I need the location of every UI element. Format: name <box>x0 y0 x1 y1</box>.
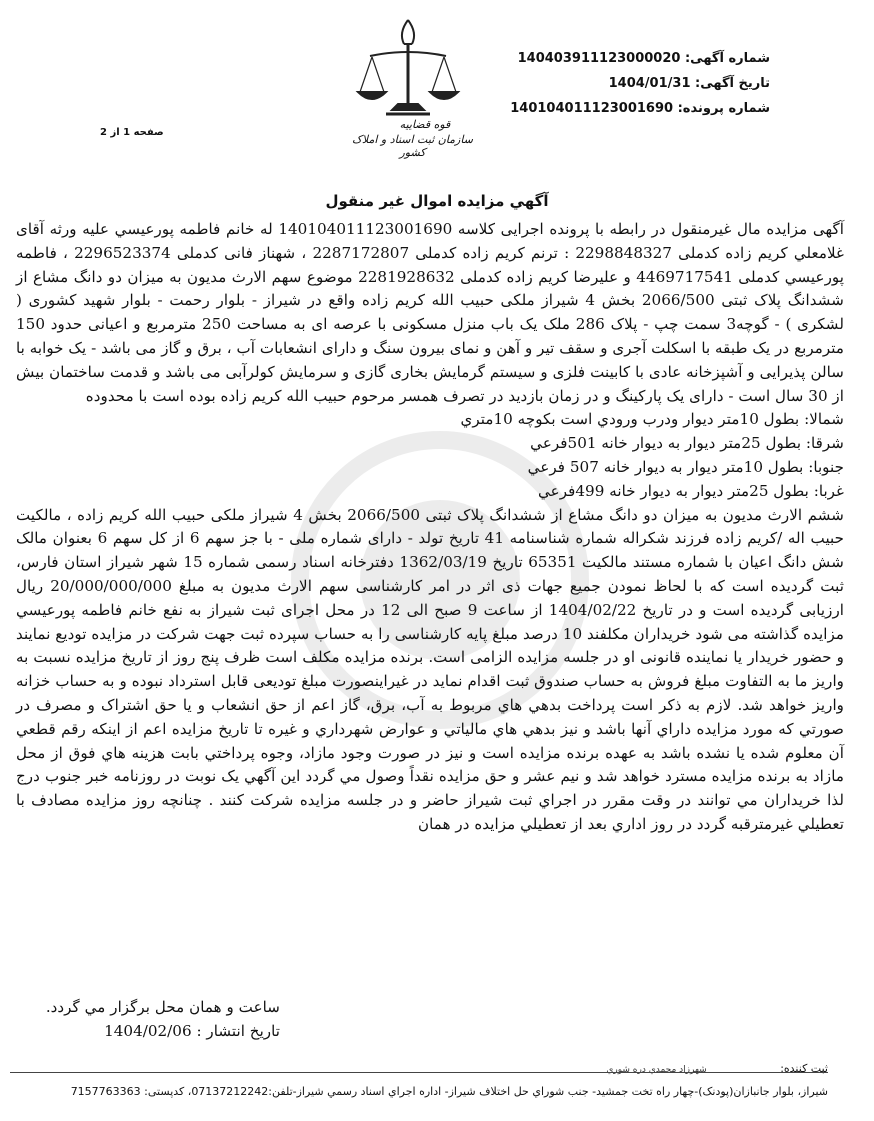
notice-number-row <box>440 46 770 71</box>
notice-number-label: شماره آگهی: <box>684 51 770 66</box>
logo-caption-organization: سازمان ثبت اسناد و املاک کشور <box>352 133 473 159</box>
boundary-east: شرقا: بطول 25متر ديوار به ديوار خانه 501فرعي <box>530 434 844 453</box>
notice-intro-paragraph: آگهی مزایده مال غیرمنقول در رابطه با پرونده اجرایی کلاسه 140104011123001690 له خانم فاطمه پورعیسي علیه ورثه آقای غلامعلي کریم زاده کدملی 2298848327 : ترنم کریم زاده کدملی 2287172807 ، شهناز فانی کدملی 2296523374 ، فاطمه پورعیسي کدملی 4469717541 و علیرضا کریم زاده کدملی 2281928632 موضوع سهم الارث مدیون به میزان دو دانگ مشاع از ششدانگ پلاک ثبتی 2066/500 بخش 4 شیراز ملکی حبیب الله کریم زاده واقع در شیراز - بلوار رحمت - بلوار شهید کشوری ( لشکری ) - گوچه3 سمت چپ - پلاک 286 ملک یک باب منزل مسکونی با عرصه ای به مساحت 250 مترمربع و اعیانی حدود 150 مترمربع در یک طبقه با اسکلت آجری و سقف تیر و آهن و نمای بیرون سنگ و دارای انشعابات آب ، برق و گاز می باشد - یک خوابه با سالن پذیرایی و آشپزخانه عادی با کابینت فلزی و سیستم گرمایش بخاری گازی و سرمایش کولرآبی می باشد و قدمت ساختمان بیش از 30 سال است - دارای یک پارکینگ و در زمان بازدید در تصرف همسر مرحوم حبیب الله کریم زاده بوده است با محدوده <box>16 220 844 405</box>
registrar-label: ثبت کننده: <box>780 1062 828 1075</box>
notice-metadata <box>440 46 770 121</box>
file-number-label: شماره پرونده: <box>677 101 770 116</box>
page-indicator: صفحه 1 از 2 <box>100 127 164 138</box>
registrar-row <box>12 1061 828 1078</box>
notice-date: 1404/01/31 <box>608 76 691 91</box>
closing-continuation: ساعت و همان محل برگزار مي گردد. <box>45 998 280 1016</box>
boundary-west: غربا: بطول 25متر ديوار به ديوار خانه 499فرعي <box>538 481 844 500</box>
publish-date-label: تاریخ انتشار : <box>196 1021 280 1040</box>
boundary-north: شمالا: بطول 10متر ديوار ودرب ورودي است بكوچه 10متري <box>460 410 844 429</box>
publish-date: 1404/02/06 <box>104 1021 192 1040</box>
footer-divider <box>10 1072 828 1073</box>
notice-date-label: تاریخ آگهی: <box>695 76 770 91</box>
notice-main-paragraph: ششم الارث مدیون به میزان دو دانگ مشاع از ششدانگ پلاک ثبتی 2066/500 بخش 4 شیراز ملکی حبیب الله کریم زاده ، مالکیت حبیب اله /کریم زاده فرزند شکراله شماره شناسنامه 41 تاریخ تولد - دارای شماره ملی - با جز سهم 6 از کل سهم 6 بعنوان مالک شش دانگ اعیان با شماره مستند مالکیت 65351 تاریخ 1362/03/19 دفترخانه اسناد رسمی شماره 15 شهر شیراز استان فارس، ثبت گردیده است که با لحاظ نمودن جمیع جهات ذی اثر در امر کارشناسی سهم الارث مدیون به مبلغ 20/000/000/000 ریال ارزیابی گردیده است و در تاریخ 1404/02/22 از ساعت 9 صبح الی 12 در محل اجرای ثبت شیراز به نفع خانم فاطمه پورعیسي مزایده گذاشته می شود خریداران مکلفند 10 درصد مبلغ پایه کارشناسی را به حساب سپرده ثبت جهت شرکت در مزایده تودیع نمایند و حضور خریدار یا نماینده قانونی او در جلسه مزایده الزامی است. برنده مزایده مکلف است ظرف پنج روز از تاریخ مزایده نسبت به واریز ما به التفاوت مبلغ فروش به حساب صندوق ثبت اقدام نماید در غیراینصورت مبلغ تودیعی قابل استرداد نبوده و به حساب خزانه واریز خواهد شد. لازم به ذكر است پرداخت بدهي هاي مربوط به آب، برق، گاز اعم از حق انشعاب و يا حق اشتراک و مصرف در صورتي كه مورد مزايده داراي آنها باشد و نيز بدهي هاي مالياتي و عوارض شهرداري و غيره تا تاريخ مزايده اعم از اينكه رقم قطعي آن معلوم شده يا نشده باشد به عهده برنده مزايده است و نيز در صورت وجود مازاد، وجوه پرداختي بابت هزينه هاي فوق از محل مازاد به برنده مزايده مسترد خواهد شد و نيم عشر و حق مزايده نقداً وصول مي گردد اين آگهي يک نوبت در روزنامه خبر جنوب درج لذا خريداران مي توانند در وقت مقرر در اجراي ثبت شيراز حاضر و در جلسه مزايده شركت كنند . چنانچه روز مزايده مصادف با تعطيلي غيرمترقبه گردد در روز اداري بعد از تعطيلي مزايده در همان <box>16 505 844 833</box>
file-number-row <box>440 96 770 121</box>
office-address: شیراز، بلوار جانبازان(پودنک)-چهار راه تخت جمشید- جنب شوراي حل اختلاف شيراز- اداره اجراي اسناد رسمي شيراز-تلفن:07137212242، کدپستی: 7157763363 <box>70 1085 828 1098</box>
file-number: 140104011123001690 <box>510 101 674 116</box>
footer <box>12 1061 828 1100</box>
notice-body <box>16 218 844 837</box>
boundary-south: جنوبا: بطول 10متر ديوار به ديوار خانه 507 فرعي <box>527 457 844 476</box>
notice-date-row <box>440 71 770 96</box>
closing-block <box>30 996 280 1043</box>
page-title: آگهي مزايده اموال غير منقول <box>325 192 549 210</box>
notice-number: 140403911123000020 <box>517 51 681 66</box>
registrar-name: شهرزاد محمدي دره شوري <box>606 1065 707 1075</box>
logo-caption-judiciary: قوه قضاییه <box>399 118 451 131</box>
publish-date-row <box>30 1020 280 1044</box>
